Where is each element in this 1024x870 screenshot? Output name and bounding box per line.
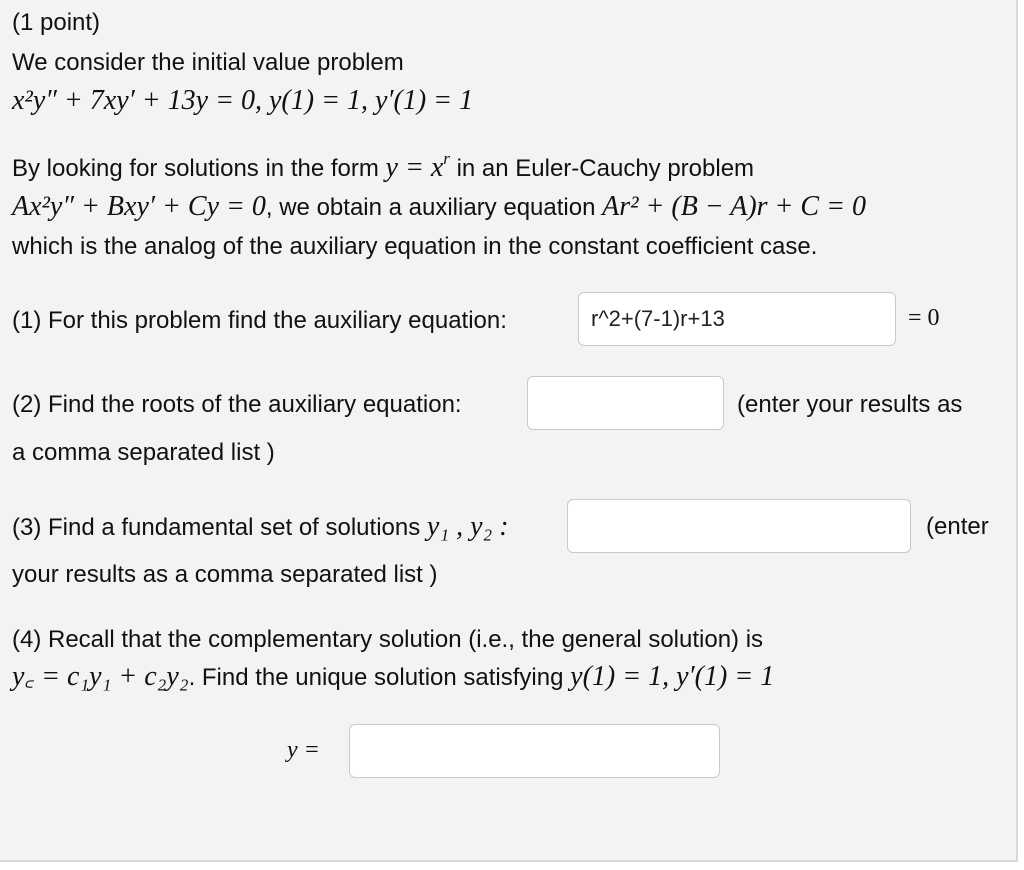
- q1-suffix: = 0: [908, 305, 940, 331]
- explain-line-1-tail: in an Euler-Cauchy problem: [456, 155, 755, 182]
- answer-label: y =: [287, 737, 320, 763]
- q3-suffix: (enter: [926, 513, 989, 540]
- q4-line-2: [12, 662, 774, 693]
- fundamental-set-input[interactable]: [567, 499, 911, 553]
- auxiliary-general-equation: Ar² + (B − A)r + C = 0: [602, 191, 867, 222]
- auxiliary-equation-input[interactable]: [578, 292, 896, 346]
- explain-line-1: [12, 149, 755, 184]
- explain-line-2: [12, 192, 866, 223]
- explain-line-3: which is the analog of the auxiliary equation in the constant coefficient case.: [12, 233, 818, 260]
- points-label: (1 point): [12, 9, 101, 36]
- complementary-solution: y꜀ = c₁y₁ + c₂y₂: [12, 661, 189, 692]
- explain-line-1-text: By looking for solutions in the form: [12, 155, 379, 182]
- euler-cauchy-equation: Ax²y″ + Bxy′ + Cy = 0: [12, 191, 266, 222]
- q3-label-text: (3) Find a fundamental set of solutions: [12, 514, 421, 541]
- q3-vars: y₁ , y₂ :: [426, 511, 509, 542]
- q2-label: (2) Find the roots of the auxiliary equation:: [12, 391, 462, 418]
- explain-form-base: y = x: [385, 152, 444, 183]
- roots-input[interactable]: [527, 376, 724, 430]
- explain-form-exp: r: [443, 149, 450, 168]
- initial-conditions: y(1) = 1, y′(1) = 1: [570, 661, 775, 692]
- ode-equation: x²y″ + 7xy′ + 13y = 0, y(1) = 1, y′(1) = 1: [12, 85, 474, 116]
- q4-label: (4) Recall that the complementary solution (i.e., the general solution) is: [12, 626, 764, 653]
- unique-solution-input[interactable]: [349, 724, 720, 778]
- intro-text: We consider the initial value problem: [12, 49, 404, 76]
- q3-suffix-2: your results as a comma separated list ): [12, 561, 438, 588]
- q3-label: [12, 512, 509, 543]
- q1-label: (1) For this problem find the auxiliary equation:: [12, 307, 507, 334]
- explain-form: [385, 149, 450, 183]
- q2-suffix-2: a comma separated list ): [12, 439, 275, 466]
- q2-suffix: (enter your results as: [737, 391, 963, 418]
- q4-text: . Find the unique solution satisfying: [188, 664, 564, 691]
- explain-line-2-text: , we obtain a auxiliary equation: [265, 194, 596, 221]
